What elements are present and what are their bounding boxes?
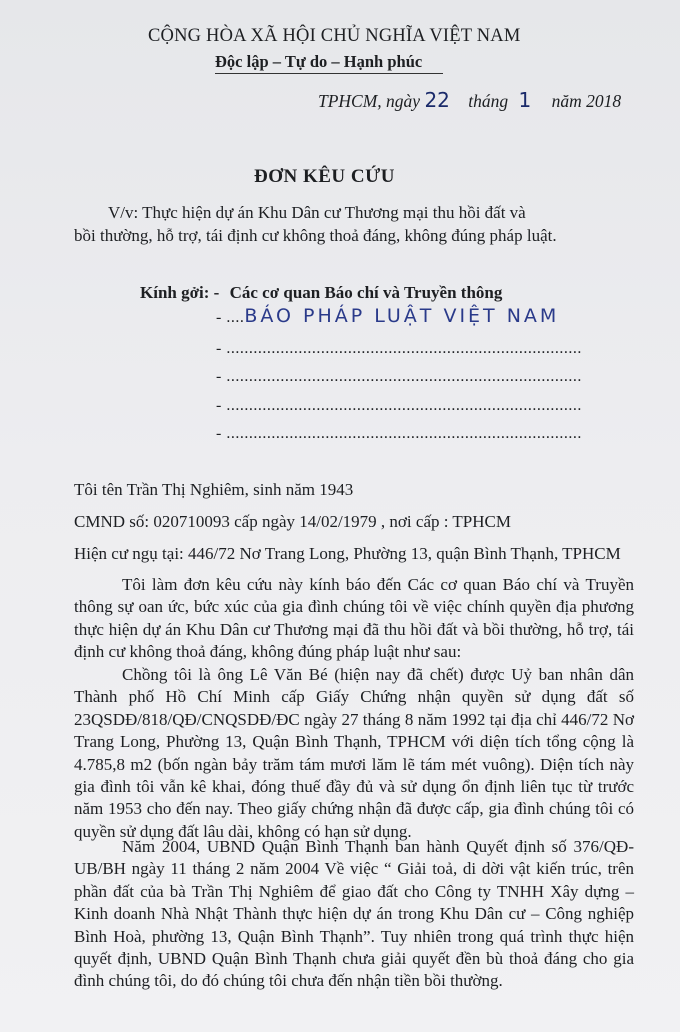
document-title: ĐƠN KÊU CỨU [254, 166, 395, 187]
subject-line-1: V/v: Thực hiện dự án Khu Dân cư Thương mại thu hồi đất và [108, 203, 526, 222]
recipient-line-3: - ............................................................................... [216, 368, 582, 385]
paragraph-3: Năm 2004, UBND Quận Bình Thạnh ban hành Quyết định số 376/QĐ-UB/BH ngày 11 tháng 2 năm 2004 Về việc “ Giải toả, di dời vật kiến trúc, trên phần đất của bà Trần Thị Nghiêm để giao đất cho Công ty TNHH Xây dựng – Kinh doanh Nhà Nhật Thành thực hiện dự án trong Khu Dân cư – Công nghiệp Bình Hoà, phường 13, Quận Bình Thạnh”. Tuy nhiên trong quá trình thực hiện quyết định, UBND Quận Bình Thạnh chưa giải quyết đền bù thoả đáng cho gia đình chúng tôi, do đó chúng tôi chưa đến nhận tiền bồi thường. [74, 837, 634, 991]
subject-line-2: bồi thường, hỗ trợ, tái định cư không thoả đáng, không đúng pháp luật. [74, 226, 557, 245]
recipient-heading [140, 283, 502, 303]
date-day-handwritten: 22 [424, 88, 450, 112]
address-line: Hiện cư ngụ tại: 446/72 Nơ Trang Long, Phường 13, quận Bình Thạnh, TPHCM [74, 544, 621, 563]
recipient-line-2: - ............................................................................... [216, 340, 582, 357]
motto-underline [215, 73, 443, 74]
id-line: CMND số: 020710093 cấp ngày 14/02/1979 , nơi cấp : TPHCM [74, 512, 511, 531]
name-line: Tôi tên Trần Thị Nghiêm, sinh năm 1943 [74, 480, 354, 499]
date-month-label: tháng [468, 91, 509, 111]
paragraph-1: Tôi làm đơn kêu cứu này kính báo đến Các cơ quan Báo chí và Truyền thông sự oan ức, bức xúc của gia đình chúng tôi về việc chính quyền địa phương thực hiện dự án Khu Dân cư Thương mại đã thu hồi đất và bồi thường, hỗ trợ, tái định cư không thoả đáng, không đúng pháp luật như sau: [74, 575, 634, 662]
paragraph-2: Chồng tôi là ông Lê Văn Bé (hiện nay đã chết) được Uỷ ban nhân dân Thành phố Hồ Chí Minh cấp Giấy Chứng nhận quyền sử dụng đất số 23QSDĐ/818/QĐ/CNQSDĐ/ĐC ngày 27 tháng 8 năm 1992 tại địa chỉ 446/72 Nơ Trang Long, Phường 13, Quận Bình Thạnh, TPHCM với diện tích tổng cộng là 4.785,8 m2 (bốn ngàn bảy trăm tám mươi lăm lẽ tám mét vuông). Diện tích này gia đình tôi vẫn kê khai, đóng thuế đầy đủ và sử dụng ổn định liên tục từ trước năm 1953 cho đến nay. Theo giấy chứng nhận đã được cấp, gia đình chúng tôi có quyền sử dụng đất lâu dài, không có hạn sử dụng. [74, 665, 634, 841]
date-month-handwritten: 1 [518, 88, 532, 112]
recipient-line-5: - ............................................................................... [216, 425, 582, 442]
national-title: CỘNG HÒA XÃ HỘI CHỦ NGHĨA VIỆT NAM [148, 26, 521, 46]
dateline [318, 88, 621, 112]
date-year: năm 2018 [551, 91, 622, 111]
date-prefix: TPHCM, ngày [318, 91, 421, 111]
recipient-first: Các cơ quan Báo chí và Truyền thông [229, 283, 503, 302]
national-motto: Độc lập – Tự do – Hạnh phúc [215, 52, 423, 71]
recipient-line-1: - ....BÁO PHÁP LUẬT VIỆT NAM [216, 305, 560, 327]
recipient-handwritten: BÁO PHÁP LUẬT VIỆT NAM [244, 305, 560, 327]
recipient-label: Kính gởi: - [140, 283, 220, 302]
recipient-line-4: - ............................................................................... [216, 397, 582, 414]
